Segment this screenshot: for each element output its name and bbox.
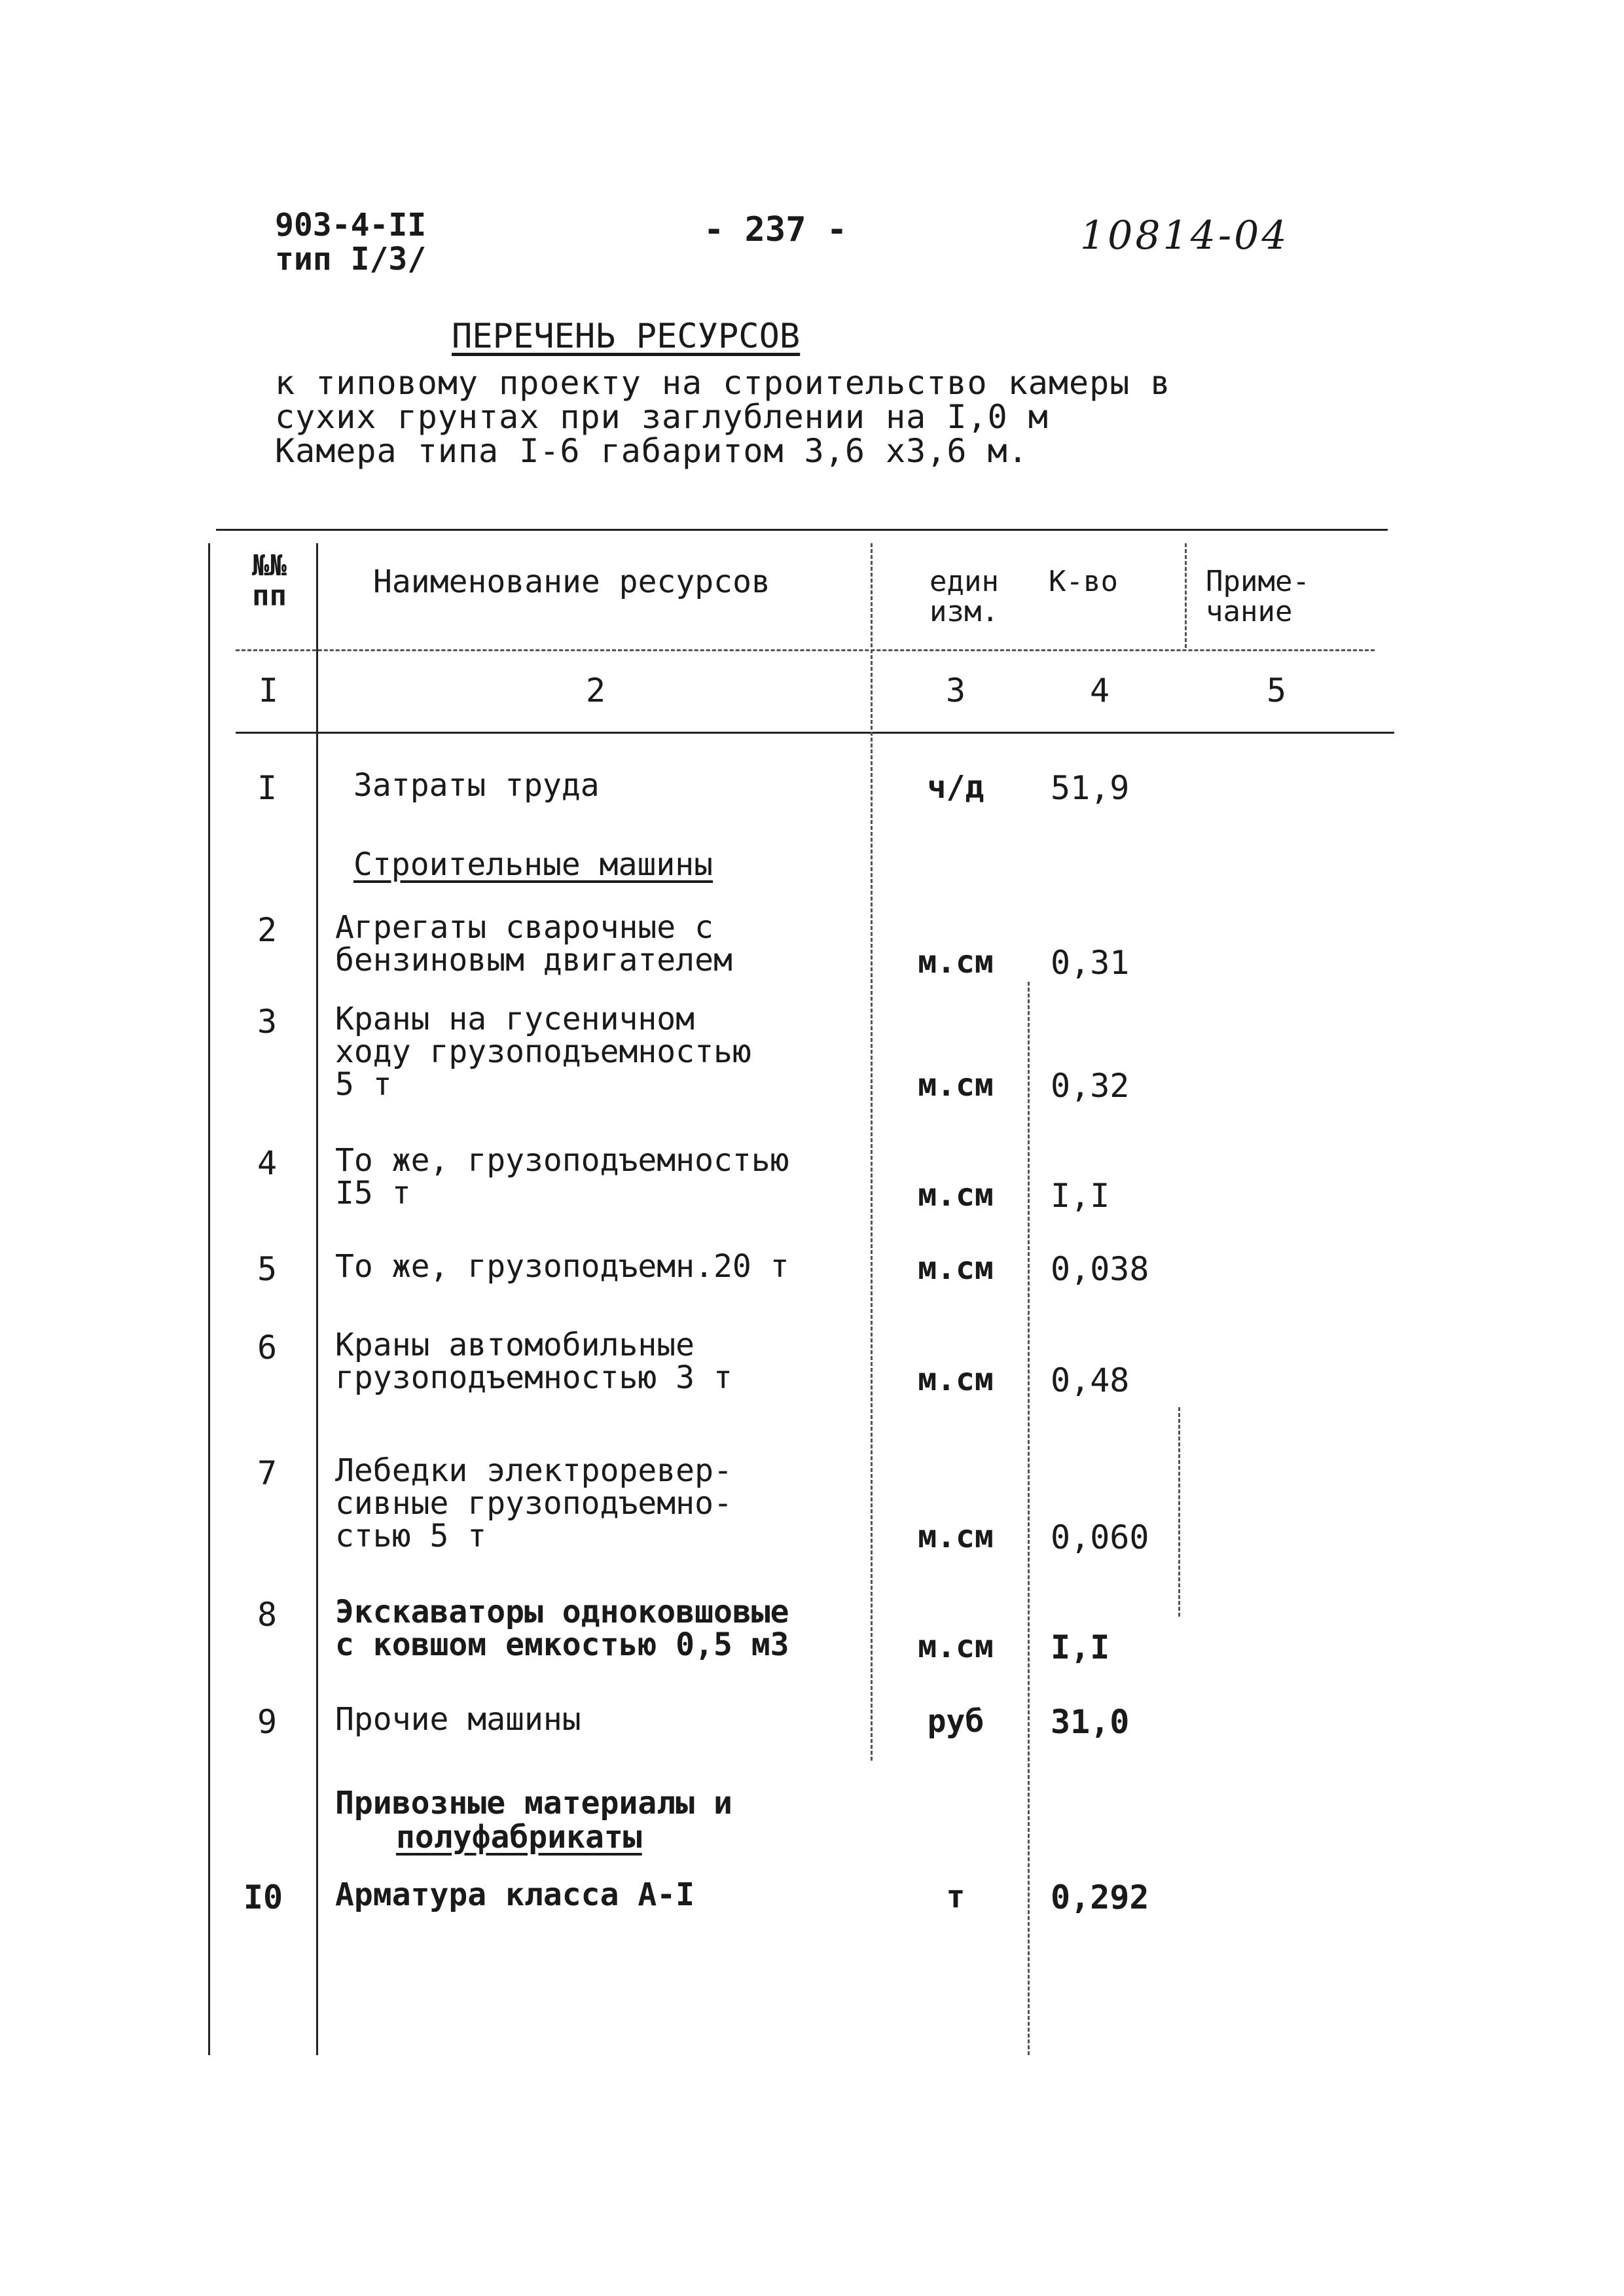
- row-3-name: Краны на гусеничном ходу грузоподъемностью 5 т: [335, 1001, 751, 1103]
- row-8-qty: I,I: [1051, 1628, 1110, 1666]
- row-10-name: Арматура класса А-I: [335, 1876, 695, 1913]
- header-note: Приме- чание: [1206, 565, 1310, 628]
- header-name: Наименование ресурсов: [373, 564, 770, 600]
- doc-type: тип I/3/: [275, 241, 427, 278]
- section-semi-finished-products: полуфабрикаты: [396, 1819, 642, 1856]
- row-5-unit: м.см: [918, 1250, 994, 1287]
- row-1-unit: ч/д: [927, 769, 984, 806]
- intro-line-3: Камера типа I-6 габаритом 3,6 х3,6 м.: [275, 432, 1028, 470]
- header-bottom-rule: [236, 649, 1375, 651]
- row-5-qty: 0,038: [1051, 1250, 1149, 1288]
- doc-code: 903-4-II: [275, 207, 427, 243]
- col-divider-name: [871, 543, 873, 1761]
- handwritten-reference: 10814-04: [1080, 213, 1290, 259]
- table-top-rule: [216, 529, 1388, 531]
- row-4-unit: м.см: [918, 1177, 994, 1213]
- section-construction-machines: Строительные машины: [353, 846, 713, 883]
- row-2-qty: 0,31: [1051, 944, 1130, 982]
- section-delivered-materials: Привозные материалы и: [335, 1785, 732, 1821]
- colnum-2: 2: [585, 672, 606, 709]
- row-2-unit: м.см: [918, 944, 994, 980]
- row-4-qty: I,I: [1051, 1177, 1110, 1215]
- row-8-name: Экскаваторы одноковшовые с ковшом емкостью 0,5 м3: [335, 1594, 789, 1663]
- header-qty: К-во: [1049, 565, 1118, 598]
- intro-line-1: к типовому проекту на строительство камеры в: [275, 364, 1171, 402]
- row-9-num: 9: [257, 1703, 278, 1741]
- row-5-name: То же, грузоподъемн.20 т: [335, 1248, 789, 1285]
- row-2-num: 2: [257, 911, 278, 949]
- row-9-name: Прочие машины: [335, 1701, 581, 1738]
- row-6-num: 6: [257, 1329, 278, 1367]
- row-7-unit: м.см: [918, 1518, 994, 1555]
- row-4-name: То же, грузоподъемностью I5 т: [335, 1142, 789, 1211]
- col-divider-qty: [1028, 982, 1030, 2055]
- row-4-num: 4: [257, 1144, 278, 1182]
- col-divider-note-lower: [1178, 1407, 1180, 1617]
- table-left-border: [208, 543, 210, 2055]
- row-9-qty: 31,0: [1051, 1703, 1130, 1741]
- row-7-num: 7: [257, 1454, 278, 1492]
- row-7-qty: 0,060: [1051, 1518, 1149, 1556]
- row-10-unit: т: [946, 1878, 965, 1915]
- row-9-unit: руб: [927, 1703, 984, 1740]
- row-8-unit: м.см: [918, 1628, 994, 1665]
- row-1-qty: 51,9: [1051, 769, 1130, 807]
- colnum-1: I: [258, 672, 279, 709]
- row-6-qty: 0,48: [1051, 1361, 1130, 1399]
- row-2-name: Агрегаты сварочные с бензиновым двигателем: [335, 909, 732, 978]
- colnum-3: 3: [945, 672, 966, 709]
- row-6-unit: м.см: [918, 1361, 994, 1398]
- row-6-name: Краны автомобильные грузоподъемностью 3 т: [335, 1327, 732, 1396]
- header-num: №№ пп: [252, 549, 287, 613]
- row-10-num: I0: [243, 1878, 283, 1916]
- row-3-qty: 0,32: [1051, 1067, 1130, 1105]
- row-1-num: I: [257, 769, 278, 807]
- row-3-unit: м.см: [918, 1067, 994, 1103]
- col-divider-note: [1185, 543, 1187, 648]
- row-10-qty: 0,292: [1051, 1878, 1149, 1916]
- colnum-4: 4: [1089, 672, 1110, 709]
- col-divider-num: [316, 543, 318, 2055]
- intro-line-2: сухих грунтах при заглублении на I,0 м: [275, 398, 1049, 436]
- row-8-num: 8: [257, 1596, 278, 1634]
- colnum-5: 5: [1266, 672, 1287, 709]
- row-1-name: Затраты труда: [353, 767, 600, 804]
- row-7-name: Лебедки электроревер- сивные грузоподъемно- стью 5 т: [335, 1452, 732, 1554]
- page-number: - 237 -: [704, 210, 848, 249]
- row-3-num: 3: [257, 1003, 278, 1041]
- page-title: ПЕРЕЧЕНЬ РЕСУРСОВ: [452, 317, 801, 356]
- row-5-num: 5: [257, 1250, 278, 1288]
- header-unit: един изм.: [929, 565, 999, 628]
- colnum-bottom-rule: [236, 732, 1394, 734]
